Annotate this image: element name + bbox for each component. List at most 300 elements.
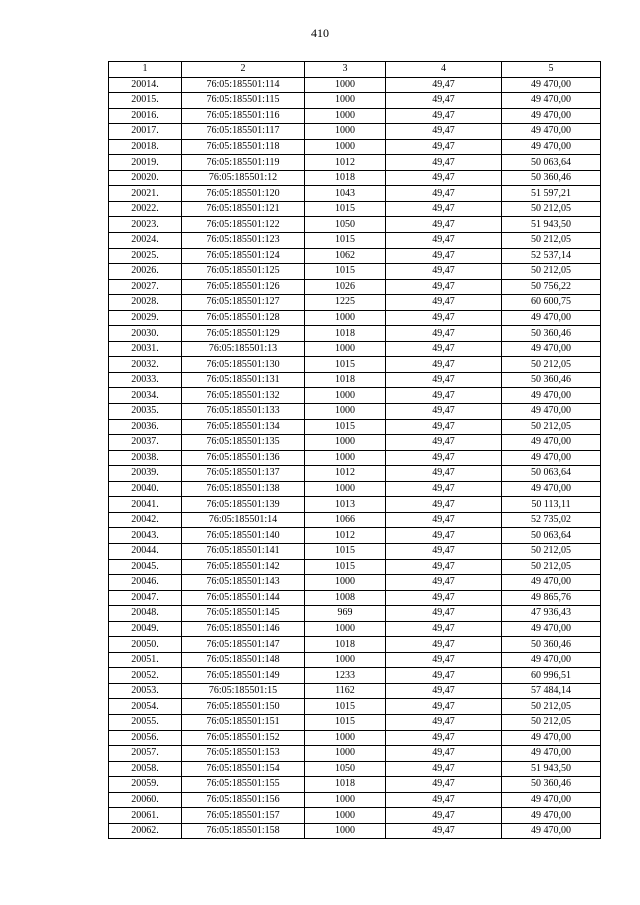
amount-cell: 49 470,00 xyxy=(502,481,601,497)
cadastral-number-cell: 76:05:185501:121 xyxy=(182,201,305,217)
area-cell: 1015 xyxy=(305,699,386,715)
row-number-cell: 20041. xyxy=(109,497,182,513)
rate-cell: 49,47 xyxy=(386,730,502,746)
cadastral-number-cell: 76:05:185501:127 xyxy=(182,295,305,311)
row-number-cell: 20045. xyxy=(109,559,182,575)
area-cell: 1008 xyxy=(305,590,386,606)
cadastral-number-cell: 76:05:185501:146 xyxy=(182,621,305,637)
table-row xyxy=(109,683,601,699)
rate-cell: 49,47 xyxy=(386,621,502,637)
area-cell: 1012 xyxy=(305,528,386,544)
row-number-cell: 20049. xyxy=(109,621,182,637)
row-number-cell: 20039. xyxy=(109,466,182,482)
amount-cell: 50 212,05 xyxy=(502,419,601,435)
amount-cell: 60 996,51 xyxy=(502,668,601,684)
rate-cell: 49,47 xyxy=(386,201,502,217)
amount-cell: 49 470,00 xyxy=(502,792,601,808)
row-number-cell: 20056. xyxy=(109,730,182,746)
row-number-cell: 20024. xyxy=(109,233,182,249)
row-number-cell: 20047. xyxy=(109,590,182,606)
rate-cell: 49,47 xyxy=(386,326,502,342)
amount-cell: 49 470,00 xyxy=(502,310,601,326)
amount-cell: 49 470,00 xyxy=(502,823,601,839)
area-cell: 1000 xyxy=(305,450,386,466)
rate-cell: 49,47 xyxy=(386,746,502,762)
table-row xyxy=(109,714,601,730)
area-cell: 1000 xyxy=(305,341,386,357)
table-row xyxy=(109,357,601,373)
area-cell: 1000 xyxy=(305,124,386,140)
rate-cell: 49,47 xyxy=(386,714,502,730)
row-number-cell: 20060. xyxy=(109,792,182,808)
table-row xyxy=(109,761,601,777)
row-number-cell: 20020. xyxy=(109,170,182,186)
table-row xyxy=(109,575,601,591)
rate-cell: 49,47 xyxy=(386,124,502,140)
column-header: 4 xyxy=(386,62,502,78)
rate-cell: 49,47 xyxy=(386,512,502,528)
cadastral-number-cell: 76:05:185501:141 xyxy=(182,543,305,559)
cadastral-number-cell: 76:05:185501:118 xyxy=(182,139,305,155)
rate-cell: 49,47 xyxy=(386,186,502,202)
area-cell: 1233 xyxy=(305,668,386,684)
area-cell: 1000 xyxy=(305,730,386,746)
amount-cell: 50 212,05 xyxy=(502,264,601,280)
rate-cell: 49,47 xyxy=(386,295,502,311)
cadastral-number-cell: 76:05:185501:155 xyxy=(182,777,305,793)
table-row xyxy=(109,559,601,575)
area-cell: 1000 xyxy=(305,575,386,591)
area-cell: 1000 xyxy=(305,792,386,808)
amount-cell: 51 597,21 xyxy=(502,186,601,202)
row-number-cell: 20042. xyxy=(109,512,182,528)
row-number-cell: 20052. xyxy=(109,668,182,684)
rate-cell: 49,47 xyxy=(386,777,502,793)
rate-cell: 49,47 xyxy=(386,481,502,497)
table-row xyxy=(109,295,601,311)
row-number-cell: 20029. xyxy=(109,310,182,326)
rate-cell: 49,47 xyxy=(386,606,502,622)
cadastral-number-cell: 76:05:185501:140 xyxy=(182,528,305,544)
cadastral-number-cell: 76:05:185501:139 xyxy=(182,497,305,513)
cadastral-number-cell: 76:05:185501:117 xyxy=(182,124,305,140)
table-row xyxy=(109,326,601,342)
row-number-cell: 20034. xyxy=(109,388,182,404)
row-number-cell: 20028. xyxy=(109,295,182,311)
table-row xyxy=(109,823,601,839)
row-number-cell: 20022. xyxy=(109,201,182,217)
area-cell: 1000 xyxy=(305,652,386,668)
row-number-cell: 20059. xyxy=(109,777,182,793)
row-number-cell: 20032. xyxy=(109,357,182,373)
cadastral-number-cell: 76:05:185501:131 xyxy=(182,372,305,388)
rate-cell: 49,47 xyxy=(386,372,502,388)
table-row xyxy=(109,77,601,93)
area-cell: 969 xyxy=(305,606,386,622)
table-row xyxy=(109,264,601,280)
cadastral-number-cell: 76:05:185501:138 xyxy=(182,481,305,497)
column-header: 1 xyxy=(109,62,182,78)
row-number-cell: 20017. xyxy=(109,124,182,140)
table-row xyxy=(109,108,601,124)
rate-cell: 49,47 xyxy=(386,559,502,575)
row-number-cell: 20062. xyxy=(109,823,182,839)
table-row xyxy=(109,155,601,171)
table-row xyxy=(109,341,601,357)
area-cell: 1162 xyxy=(305,683,386,699)
column-header: 5 xyxy=(502,62,601,78)
cadastral-number-cell: 76:05:185501:142 xyxy=(182,559,305,575)
area-cell: 1018 xyxy=(305,326,386,342)
rate-cell: 49,47 xyxy=(386,543,502,559)
table-row xyxy=(109,668,601,684)
amount-cell: 49 470,00 xyxy=(502,108,601,124)
area-cell: 1225 xyxy=(305,295,386,311)
amount-cell: 49 470,00 xyxy=(502,93,601,109)
table-row xyxy=(109,388,601,404)
table-row xyxy=(109,93,601,109)
rate-cell: 49,47 xyxy=(386,761,502,777)
amount-cell: 50 212,05 xyxy=(502,543,601,559)
area-cell: 1000 xyxy=(305,93,386,109)
table-row xyxy=(109,652,601,668)
amount-cell: 50 212,05 xyxy=(502,559,601,575)
row-number-cell: 20043. xyxy=(109,528,182,544)
cadastral-number-cell: 76:05:185501:14 xyxy=(182,512,305,528)
amount-cell: 49 470,00 xyxy=(502,450,601,466)
page-number: 410 xyxy=(311,26,329,40)
rate-cell: 49,47 xyxy=(386,279,502,295)
row-number-cell: 20021. xyxy=(109,186,182,202)
table-row xyxy=(109,746,601,762)
amount-cell: 49 470,00 xyxy=(502,124,601,140)
area-cell: 1015 xyxy=(305,419,386,435)
row-number-cell: 20025. xyxy=(109,248,182,264)
area-cell: 1000 xyxy=(305,808,386,824)
amount-cell: 50 063,64 xyxy=(502,528,601,544)
rate-cell: 49,47 xyxy=(386,450,502,466)
amount-cell: 52 735,02 xyxy=(502,512,601,528)
table-row xyxy=(109,310,601,326)
cadastral-number-cell: 76:05:185501:150 xyxy=(182,699,305,715)
cadastral-number-cell: 76:05:185501:15 xyxy=(182,683,305,699)
cadastral-number-cell: 76:05:185501:128 xyxy=(182,310,305,326)
table-row xyxy=(109,528,601,544)
table-row xyxy=(109,170,601,186)
amount-cell: 49 470,00 xyxy=(502,435,601,451)
table-row xyxy=(109,201,601,217)
area-cell: 1018 xyxy=(305,637,386,653)
area-cell: 1000 xyxy=(305,77,386,93)
rate-cell: 49,47 xyxy=(386,637,502,653)
cadastral-number-cell: 76:05:185501:137 xyxy=(182,466,305,482)
amount-cell: 50 063,64 xyxy=(502,466,601,482)
amount-cell: 49 865,76 xyxy=(502,590,601,606)
row-number-cell: 20019. xyxy=(109,155,182,171)
table-row xyxy=(109,372,601,388)
amount-cell: 49 470,00 xyxy=(502,139,601,155)
rate-cell: 49,47 xyxy=(386,77,502,93)
area-cell: 1000 xyxy=(305,746,386,762)
amount-cell: 49 470,00 xyxy=(502,404,601,420)
cadastral-number-cell: 76:05:185501:129 xyxy=(182,326,305,342)
table-row xyxy=(109,248,601,264)
rate-cell: 49,47 xyxy=(386,93,502,109)
row-number-cell: 20033. xyxy=(109,372,182,388)
amount-cell: 50 360,46 xyxy=(502,777,601,793)
cadastral-number-cell: 76:05:185501:126 xyxy=(182,279,305,295)
table-body xyxy=(109,77,601,839)
amount-cell: 50 212,05 xyxy=(502,357,601,373)
amount-cell: 50 756,22 xyxy=(502,279,601,295)
rate-cell: 49,47 xyxy=(386,668,502,684)
cadastral-number-cell: 76:05:185501:132 xyxy=(182,388,305,404)
area-cell: 1000 xyxy=(305,108,386,124)
amount-cell: 50 212,05 xyxy=(502,233,601,249)
table-row xyxy=(109,435,601,451)
row-number-cell: 20026. xyxy=(109,264,182,280)
amount-cell: 50 212,05 xyxy=(502,714,601,730)
cadastral-number-cell: 76:05:185501:124 xyxy=(182,248,305,264)
row-number-cell: 20054. xyxy=(109,699,182,715)
row-number-cell: 20061. xyxy=(109,808,182,824)
table-row xyxy=(109,590,601,606)
row-number-cell: 20036. xyxy=(109,419,182,435)
amount-cell: 50 113,11 xyxy=(502,497,601,513)
rate-cell: 49,47 xyxy=(386,683,502,699)
amount-cell: 49 470,00 xyxy=(502,388,601,404)
rate-cell: 49,47 xyxy=(386,466,502,482)
cadastral-number-cell: 76:05:185501:114 xyxy=(182,77,305,93)
rate-cell: 49,47 xyxy=(386,435,502,451)
rate-cell: 49,47 xyxy=(386,699,502,715)
table-row xyxy=(109,512,601,528)
amount-cell: 49 470,00 xyxy=(502,808,601,824)
amount-cell: 49 470,00 xyxy=(502,621,601,637)
table-row xyxy=(109,699,601,715)
area-cell: 1018 xyxy=(305,777,386,793)
amount-cell: 51 943,50 xyxy=(502,217,601,233)
area-cell: 1015 xyxy=(305,264,386,280)
amount-cell: 60 600,75 xyxy=(502,295,601,311)
amount-cell: 49 470,00 xyxy=(502,575,601,591)
column-header: 3 xyxy=(305,62,386,78)
table-row xyxy=(109,217,601,233)
row-number-cell: 20030. xyxy=(109,326,182,342)
rate-cell: 49,47 xyxy=(386,341,502,357)
amount-cell: 49 470,00 xyxy=(502,746,601,762)
amount-cell: 50 360,46 xyxy=(502,372,601,388)
area-cell: 1015 xyxy=(305,201,386,217)
cadastral-number-cell: 76:05:185501:148 xyxy=(182,652,305,668)
row-number-cell: 20014. xyxy=(109,77,182,93)
cadastral-number-cell: 76:05:185501:145 xyxy=(182,606,305,622)
rate-cell: 49,47 xyxy=(386,808,502,824)
area-cell: 1000 xyxy=(305,823,386,839)
row-number-cell: 20046. xyxy=(109,575,182,591)
cadastral-number-cell: 76:05:185501:119 xyxy=(182,155,305,171)
area-cell: 1000 xyxy=(305,139,386,155)
row-number-cell: 20057. xyxy=(109,746,182,762)
cadastral-number-cell: 76:05:185501:116 xyxy=(182,108,305,124)
row-number-cell: 20038. xyxy=(109,450,182,466)
table-row xyxy=(109,124,601,140)
area-cell: 1018 xyxy=(305,372,386,388)
area-cell: 1050 xyxy=(305,761,386,777)
cadastral-number-cell: 76:05:185501:151 xyxy=(182,714,305,730)
area-cell: 1000 xyxy=(305,435,386,451)
rate-cell: 49,47 xyxy=(386,497,502,513)
rate-cell: 49,47 xyxy=(386,404,502,420)
rate-cell: 49,47 xyxy=(386,155,502,171)
row-number-cell: 20053. xyxy=(109,683,182,699)
table-header-row xyxy=(109,62,601,78)
row-number-cell: 20040. xyxy=(109,481,182,497)
row-number-cell: 20027. xyxy=(109,279,182,295)
rate-cell: 49,47 xyxy=(386,590,502,606)
area-cell: 1062 xyxy=(305,248,386,264)
table-row xyxy=(109,543,601,559)
cadastral-number-cell: 76:05:185501:122 xyxy=(182,217,305,233)
area-cell: 1066 xyxy=(305,512,386,528)
cadastral-number-cell: 76:05:185501:157 xyxy=(182,808,305,824)
table-row xyxy=(109,606,601,622)
table-row xyxy=(109,497,601,513)
row-number-cell: 20023. xyxy=(109,217,182,233)
rate-cell: 49,47 xyxy=(386,233,502,249)
table-row xyxy=(109,279,601,295)
amount-cell: 57 484,14 xyxy=(502,683,601,699)
rate-cell: 49,47 xyxy=(386,139,502,155)
rate-cell: 49,47 xyxy=(386,248,502,264)
row-number-cell: 20051. xyxy=(109,652,182,668)
rate-cell: 49,47 xyxy=(386,170,502,186)
area-cell: 1013 xyxy=(305,497,386,513)
row-number-cell: 20031. xyxy=(109,341,182,357)
area-cell: 1015 xyxy=(305,543,386,559)
area-cell: 1018 xyxy=(305,170,386,186)
amount-cell: 49 470,00 xyxy=(502,77,601,93)
table-row xyxy=(109,404,601,420)
amount-cell: 50 360,46 xyxy=(502,326,601,342)
row-number-cell: 20050. xyxy=(109,637,182,653)
amount-cell: 51 943,50 xyxy=(502,761,601,777)
amount-cell: 50 063,64 xyxy=(502,155,601,171)
row-number-cell: 20018. xyxy=(109,139,182,155)
row-number-cell: 20035. xyxy=(109,404,182,420)
table-row xyxy=(109,139,601,155)
area-cell: 1015 xyxy=(305,233,386,249)
cadastral-number-cell: 76:05:185501:144 xyxy=(182,590,305,606)
cadastral-number-cell: 76:05:185501:12 xyxy=(182,170,305,186)
rate-cell: 49,47 xyxy=(386,217,502,233)
table-row xyxy=(109,419,601,435)
rate-cell: 49,47 xyxy=(386,652,502,668)
table-row xyxy=(109,792,601,808)
table-row xyxy=(109,450,601,466)
cadastral-number-cell: 76:05:185501:147 xyxy=(182,637,305,653)
area-cell: 1015 xyxy=(305,559,386,575)
cadastral-number-cell: 76:05:185501:158 xyxy=(182,823,305,839)
cadastral-number-cell: 76:05:185501:133 xyxy=(182,404,305,420)
area-cell: 1026 xyxy=(305,279,386,295)
amount-cell: 52 537,14 xyxy=(502,248,601,264)
amount-cell: 49 470,00 xyxy=(502,730,601,746)
table-row xyxy=(109,233,601,249)
area-cell: 1015 xyxy=(305,357,386,373)
cadastral-number-cell: 76:05:185501:134 xyxy=(182,419,305,435)
area-cell: 1015 xyxy=(305,714,386,730)
cadastral-number-cell: 76:05:185501:120 xyxy=(182,186,305,202)
amount-cell: 49 470,00 xyxy=(502,341,601,357)
cadastral-number-cell: 76:05:185501:135 xyxy=(182,435,305,451)
rate-cell: 49,47 xyxy=(386,575,502,591)
rate-cell: 49,47 xyxy=(386,108,502,124)
cadastral-number-cell: 76:05:185501:149 xyxy=(182,668,305,684)
area-cell: 1012 xyxy=(305,155,386,171)
row-number-cell: 20055. xyxy=(109,714,182,730)
table-row xyxy=(109,466,601,482)
rate-cell: 49,47 xyxy=(386,357,502,373)
table-row xyxy=(109,186,601,202)
cadastral-number-cell: 76:05:185501:125 xyxy=(182,264,305,280)
rate-cell: 49,47 xyxy=(386,528,502,544)
cadastral-number-cell: 76:05:185501:115 xyxy=(182,93,305,109)
area-cell: 1043 xyxy=(305,186,386,202)
rate-cell: 49,47 xyxy=(386,792,502,808)
table-row xyxy=(109,637,601,653)
cadastral-number-cell: 76:05:185501:130 xyxy=(182,357,305,373)
row-number-cell: 20016. xyxy=(109,108,182,124)
cadastral-number-cell: 76:05:185501:156 xyxy=(182,792,305,808)
data-table xyxy=(108,61,601,839)
cadastral-number-cell: 76:05:185501:143 xyxy=(182,575,305,591)
table-row xyxy=(109,481,601,497)
cadastral-number-cell: 76:05:185501:13 xyxy=(182,341,305,357)
row-number-cell: 20037. xyxy=(109,435,182,451)
amount-cell: 50 360,46 xyxy=(502,637,601,653)
rate-cell: 49,47 xyxy=(386,388,502,404)
area-cell: 1000 xyxy=(305,310,386,326)
cadastral-number-cell: 76:05:185501:154 xyxy=(182,761,305,777)
row-number-cell: 20015. xyxy=(109,93,182,109)
area-cell: 1012 xyxy=(305,466,386,482)
area-cell: 1000 xyxy=(305,621,386,637)
cadastral-number-cell: 76:05:185501:152 xyxy=(182,730,305,746)
area-cell: 1000 xyxy=(305,481,386,497)
row-number-cell: 20044. xyxy=(109,543,182,559)
column-header: 2 xyxy=(182,62,305,78)
table-row xyxy=(109,730,601,746)
cadastral-number-cell: 76:05:185501:153 xyxy=(182,746,305,762)
row-number-cell: 20048. xyxy=(109,606,182,622)
amount-cell: 50 360,46 xyxy=(502,170,601,186)
amount-cell: 47 936,43 xyxy=(502,606,601,622)
cadastral-number-cell: 76:05:185501:136 xyxy=(182,450,305,466)
table-row xyxy=(109,621,601,637)
rate-cell: 49,47 xyxy=(386,419,502,435)
amount-cell: 50 212,05 xyxy=(502,201,601,217)
area-cell: 1000 xyxy=(305,388,386,404)
table-row xyxy=(109,808,601,824)
area-cell: 1000 xyxy=(305,404,386,420)
table-row xyxy=(109,777,601,793)
rate-cell: 49,47 xyxy=(386,310,502,326)
cadastral-number-cell: 76:05:185501:123 xyxy=(182,233,305,249)
rate-cell: 49,47 xyxy=(386,264,502,280)
rate-cell: 49,47 xyxy=(386,823,502,839)
amount-cell: 50 212,05 xyxy=(502,699,601,715)
